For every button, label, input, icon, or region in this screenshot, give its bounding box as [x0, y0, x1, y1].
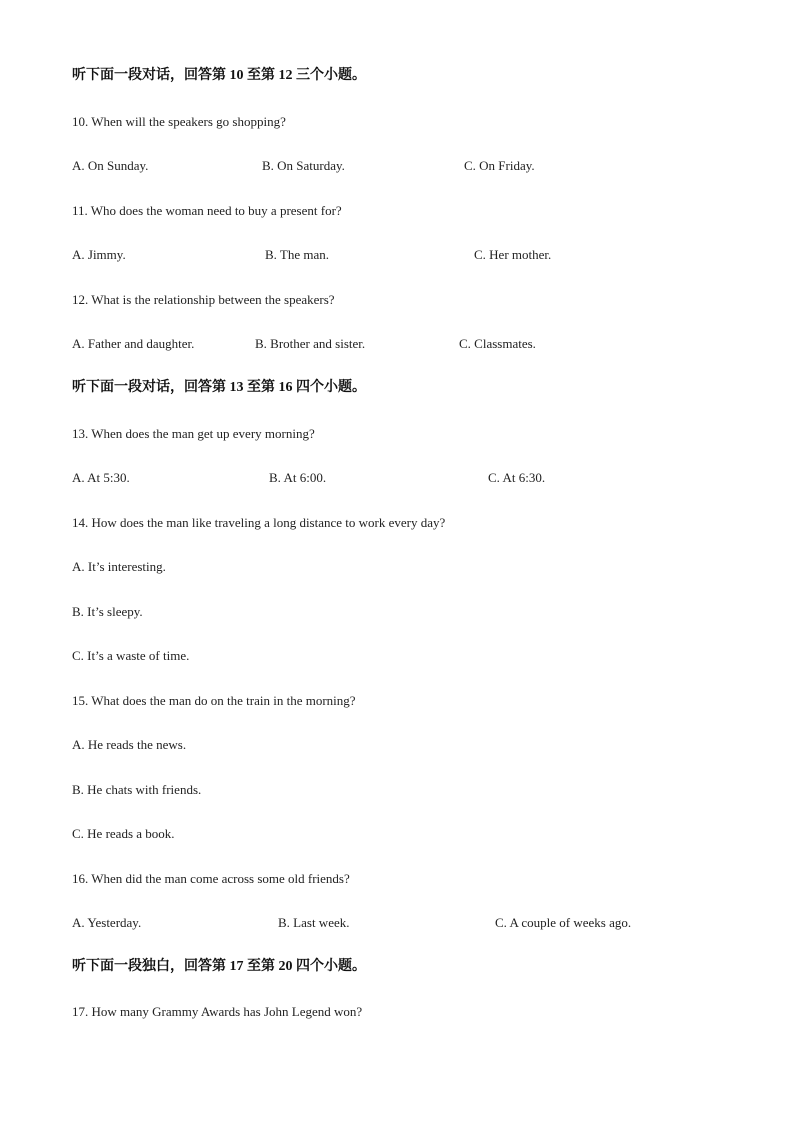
q11-option-a: A. Jimmy.: [72, 247, 126, 262]
q12-option-a: A. Father and daughter.: [72, 336, 195, 351]
question-17: 17. How many Grammy Awards has John Legend won?: [72, 1004, 363, 1019]
q16-option-b: B. Last week.: [278, 915, 350, 930]
section-heading: 听下面一段独白，回答第 17 至第 20 四个小题。: [72, 959, 366, 974]
question-11: 11. Who does the woman need to buy a present for?: [72, 203, 342, 218]
q13-option-c: C. At 6:30.: [488, 470, 546, 485]
q14-option-c: C. It’s a waste of time.: [72, 648, 190, 663]
q11-option-b: B. The man.: [265, 247, 330, 262]
q13-option-b: B. At 6:00.: [269, 470, 327, 485]
q13-option-a: A. At 5:30.: [72, 470, 130, 485]
q10-option-a: A. On Sunday.: [72, 158, 149, 173]
q12-option-c: C. Classmates.: [459, 336, 536, 351]
q16-option-a: A. Yesterday.: [72, 915, 142, 930]
question-14: 14. How does the man like traveling a long distance to work every day?: [72, 515, 446, 530]
q14-option-b: B. It’s sleepy.: [72, 604, 143, 619]
q15-option-a: A. He reads the news.: [72, 737, 187, 752]
question-12: 12. What is the relationship between the speakers?: [72, 292, 335, 307]
q15-option-b: B. He chats with friends.: [72, 782, 202, 797]
question-13: 13. When does the man get up every morning?: [72, 426, 315, 441]
q16-option-c: C. A couple of weeks ago.: [495, 915, 632, 930]
question-10: 10. When will the speakers go shopping?: [72, 114, 286, 129]
q10-option-b: B. On Saturday.: [262, 158, 345, 173]
q15-option-c: C. He reads a book.: [72, 826, 175, 841]
question-16: 16. When did the man come across some old friends?: [72, 871, 350, 886]
q11-option-c: C. Her mother.: [474, 247, 552, 262]
q10-option-c: C. On Friday.: [464, 158, 535, 173]
section-heading: 听下面一段对话，回答第 10 至第 12 三个小题。: [72, 68, 366, 83]
q14-option-a: A. It’s interesting.: [72, 559, 166, 574]
q12-option-b: B. Brother and sister.: [255, 336, 366, 351]
section-heading: 听下面一段对话，回答第 13 至第 16 四个小题。: [72, 380, 366, 395]
question-15: 15. What does the man do on the train in the morning?: [72, 693, 356, 708]
